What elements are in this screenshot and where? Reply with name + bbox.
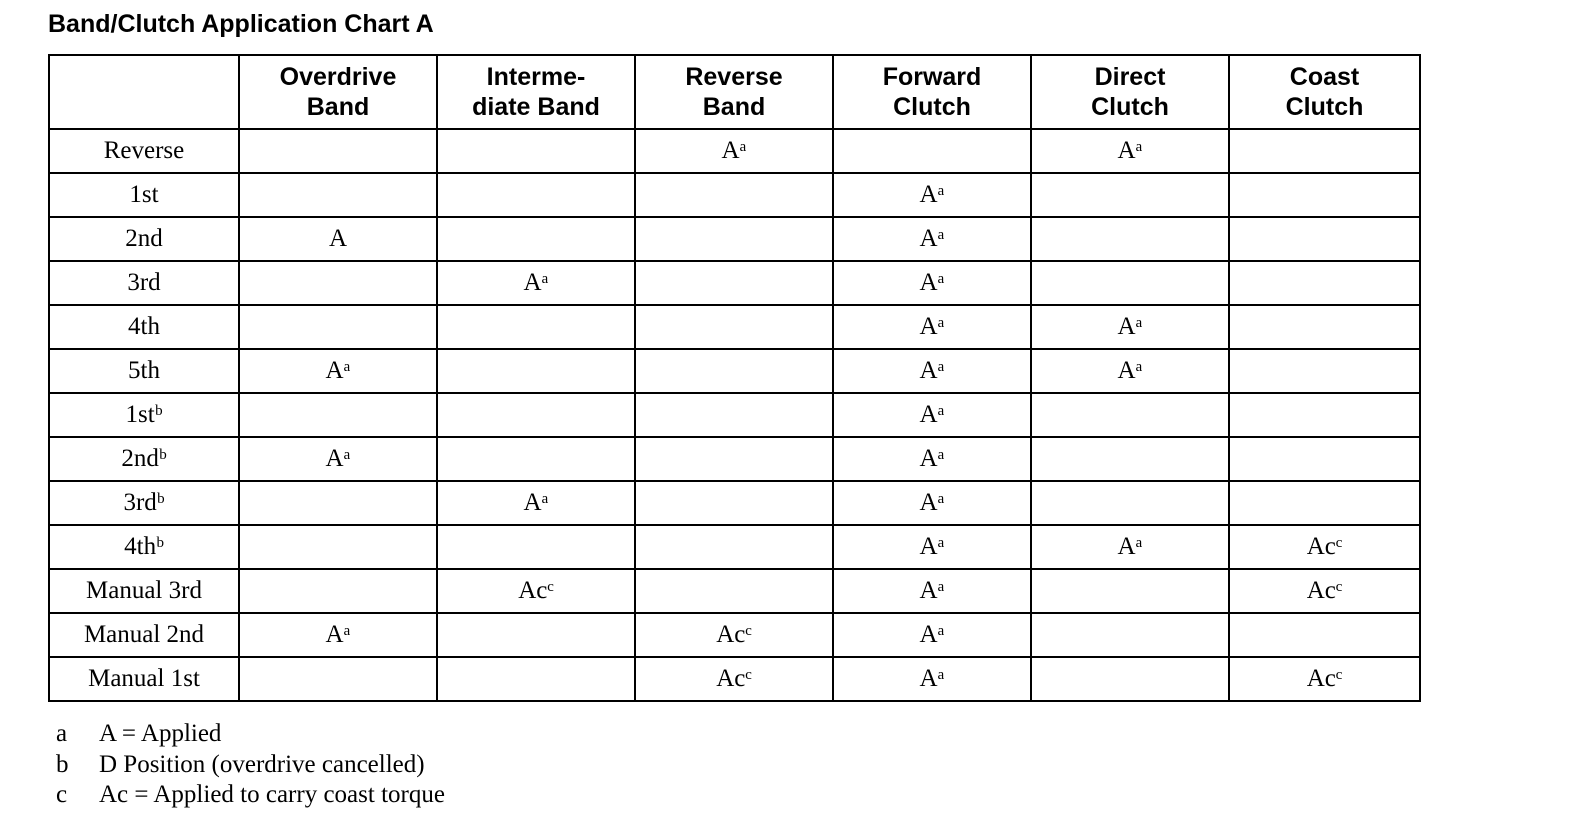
table-cell — [635, 569, 833, 613]
table-cell — [437, 613, 635, 657]
table-cell — [239, 569, 437, 613]
table-cell: Aᵃ — [437, 481, 635, 525]
table-cell — [437, 349, 635, 393]
table-cell: Aᵃ — [437, 261, 635, 305]
header-line: Overdrive — [279, 63, 397, 91]
row-label-cell: 4thᵇ — [49, 525, 239, 569]
row-label-cell: Manual 1st — [49, 657, 239, 701]
footnote-text: A = Applied — [99, 720, 222, 747]
header-line: Band — [702, 93, 766, 121]
table-cell: Aᵃ — [1031, 525, 1229, 569]
table-cell — [635, 393, 833, 437]
footnote-text: D Position (overdrive cancelled) — [99, 751, 425, 778]
table-cell — [239, 261, 437, 305]
table-cell: Aᵃ — [635, 129, 833, 173]
row-label-cell: 1stᵇ — [49, 393, 239, 437]
table-cell — [1031, 261, 1229, 305]
table-row — [49, 305, 1420, 349]
table-cell: Aᵃ — [239, 613, 437, 657]
table-cell — [437, 657, 635, 701]
table-row — [49, 217, 1420, 261]
table-cell — [635, 217, 833, 261]
footnote-c — [56, 780, 445, 810]
row-label-cell: 5th — [49, 349, 239, 393]
row-label-cell: 4th — [49, 305, 239, 349]
table-cell: Aᵃ — [833, 217, 1031, 261]
table-row — [49, 569, 1420, 613]
header-line: diate Band — [472, 93, 600, 121]
table-row — [49, 437, 1420, 481]
table-row — [49, 349, 1420, 393]
table-cell — [437, 173, 635, 217]
table-cell: Acᶜ — [1229, 657, 1420, 701]
table-cell: Aᵃ — [833, 525, 1031, 569]
header-line: Interme- — [486, 63, 586, 91]
table-cell — [635, 525, 833, 569]
table-cell — [1229, 393, 1420, 437]
header-line: Band — [306, 93, 370, 121]
table-row — [49, 525, 1420, 569]
table-cell — [437, 393, 635, 437]
header-line: Clutch — [1091, 93, 1169, 121]
table-cell — [1031, 217, 1229, 261]
table-cell — [635, 173, 833, 217]
table-cell — [1229, 129, 1420, 173]
header-cell-direct-clutch — [1031, 55, 1229, 129]
header-line: Reverse — [685, 63, 783, 91]
header-line: Forward — [882, 63, 982, 91]
table-cell — [239, 525, 437, 569]
table-cell — [1031, 481, 1229, 525]
table-cell: A — [239, 217, 437, 261]
footnote-mark: c — [56, 781, 68, 808]
table-cell: Aᵃ — [833, 481, 1031, 525]
header-line: Clutch — [893, 93, 971, 121]
table-cell — [635, 261, 833, 305]
table-cell: Acᶜ — [635, 613, 833, 657]
table-row — [49, 261, 1420, 305]
row-label-cell: 2ndᵇ — [49, 437, 239, 481]
table-row — [49, 657, 1420, 701]
table-cell: Aᵃ — [833, 657, 1031, 701]
table-cell — [1031, 569, 1229, 613]
table-cell — [635, 349, 833, 393]
header-cell-reverse-band — [635, 55, 833, 129]
footnote-mark: a — [56, 720, 68, 747]
table-cell — [1031, 613, 1229, 657]
row-label-cell: Reverse — [49, 129, 239, 173]
row-label-cell: 3rdᵇ — [49, 481, 239, 525]
table-cell: Aᵃ — [833, 173, 1031, 217]
table-cell: Acᶜ — [635, 657, 833, 701]
header-cell-corner — [49, 55, 239, 129]
row-label-cell: 1st — [49, 173, 239, 217]
header-row — [49, 55, 1420, 129]
table-cell: Aᵃ — [833, 261, 1031, 305]
table-cell: Aᵃ — [1031, 349, 1229, 393]
table-cell — [1229, 481, 1420, 525]
table-cell — [437, 217, 635, 261]
table-cell — [1229, 613, 1420, 657]
table-cell — [1031, 657, 1229, 701]
table-cell — [1031, 437, 1229, 481]
table-cell — [1229, 217, 1420, 261]
table-cell — [1229, 437, 1420, 481]
table-row — [49, 613, 1420, 657]
table-row — [49, 129, 1420, 173]
header-cell-coast-clutch — [1229, 55, 1420, 129]
row-label-cell: 2nd — [49, 217, 239, 261]
header-line: Coast — [1289, 63, 1360, 91]
footnote-text: Ac = Applied to carry coast torque — [99, 781, 445, 808]
table-cell — [239, 481, 437, 525]
table-cell — [635, 481, 833, 525]
table-cell: Aᵃ — [833, 305, 1031, 349]
table-cell: Aᵃ — [1031, 129, 1229, 173]
footnote-mark: b — [56, 751, 69, 778]
table-cell: Aᵃ — [1031, 305, 1229, 349]
row-label-cell: Manual 3rd — [49, 569, 239, 613]
table-cell: Aᵃ — [833, 569, 1031, 613]
table-cell — [833, 129, 1031, 173]
table-cell: Acᶜ — [1229, 525, 1420, 569]
table-row — [49, 481, 1420, 525]
row-label-cell: Manual 2nd — [49, 613, 239, 657]
header-cell-overdrive-band — [239, 55, 437, 129]
table-cell: Aᵃ — [833, 613, 1031, 657]
table-cell: Acᶜ — [437, 569, 635, 613]
table-cell — [239, 129, 437, 173]
header-cell-forward-clutch — [833, 55, 1031, 129]
table-cell: Acᶜ — [1229, 569, 1420, 613]
table-cell — [1031, 173, 1229, 217]
table-cell — [437, 129, 635, 173]
table-cell — [437, 437, 635, 481]
table-cell — [1229, 349, 1420, 393]
table-cell: Aᵃ — [833, 349, 1031, 393]
table-cell: Aᵃ — [833, 393, 1031, 437]
header-line: Clutch — [1285, 93, 1364, 121]
table-cell — [1229, 261, 1420, 305]
footnote-a — [56, 719, 221, 749]
chart-title: Band/Clutch Application Chart A — [48, 10, 434, 38]
table-cell — [239, 393, 437, 437]
table-cell — [239, 305, 437, 349]
table-cell — [239, 657, 437, 701]
table-cell — [1229, 305, 1420, 349]
footnote-b — [56, 750, 425, 780]
table-cell — [239, 173, 437, 217]
table-cell: Aᵃ — [239, 437, 437, 481]
table-row — [49, 173, 1420, 217]
row-label-cell: 3rd — [49, 261, 239, 305]
table-cell: Aᵃ — [239, 349, 437, 393]
header-line: Direct — [1094, 63, 1166, 91]
header-cell-intermediate-band — [437, 55, 635, 129]
table-cell: Aᵃ — [833, 437, 1031, 481]
band-clutch-table — [48, 54, 1421, 702]
table-cell — [1031, 393, 1229, 437]
table-cell — [437, 305, 635, 349]
table-row — [49, 393, 1420, 437]
table-cell — [437, 525, 635, 569]
table-cell — [635, 437, 833, 481]
table-cell — [1229, 173, 1420, 217]
table-cell — [635, 305, 833, 349]
